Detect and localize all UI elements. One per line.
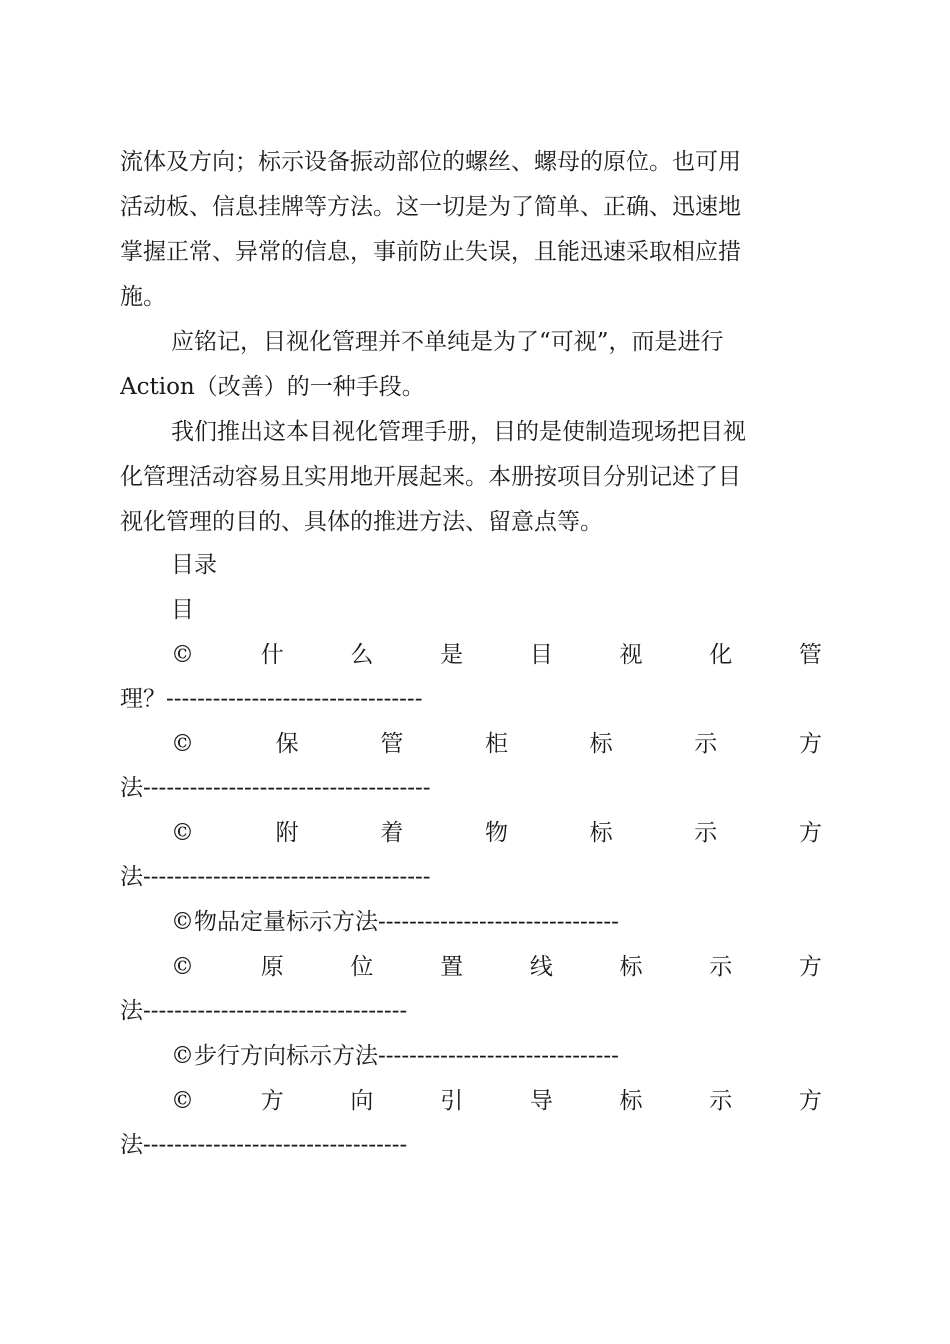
toc-item-3 xyxy=(171,811,822,855)
toc-item-3-continuation: 法------------------------------------- xyxy=(120,864,431,890)
toc-item-5-continuation: 法---------------------------------- xyxy=(120,998,408,1024)
toc-item-5 xyxy=(171,945,822,989)
toc-item-7-char: © xyxy=(171,1088,194,1114)
toc-item-3-char: © xyxy=(171,820,194,846)
toc-item-2-char: 保 xyxy=(275,731,299,757)
toc-item-7 xyxy=(171,1079,822,1123)
toc-item-5-char: 标 xyxy=(619,954,643,980)
toc-item-1-char: 么 xyxy=(350,642,374,668)
paragraph-1-line-2: 活动板、信息挂牌等方法。这一切是为了简单、正确、迅速地 xyxy=(120,194,741,220)
toc-item-7-char: 引 xyxy=(440,1088,464,1114)
toc-item-1-continuation: 理？--------------------------------- xyxy=(120,686,423,712)
toc-item-5-char: 位 xyxy=(350,954,374,980)
toc-item-2-char: 管 xyxy=(380,731,404,757)
toc-item-7-char: 方 xyxy=(260,1088,284,1114)
toc-item-1-char: 管 xyxy=(798,642,822,668)
toc-item-1-char: 目 xyxy=(529,642,553,668)
toc-item-5-char: 原 xyxy=(260,954,284,980)
toc-subheading: 目 xyxy=(171,597,194,623)
paragraph-1-line-3: 掌握正常、异常的信息，事前防止失误，且能迅速采取相应措 xyxy=(120,239,741,265)
toc-item-1 xyxy=(171,633,822,677)
toc-item-3-char: 标 xyxy=(589,820,613,846)
toc-item-2 xyxy=(171,722,822,766)
toc-item-1-char: 什 xyxy=(260,642,284,668)
toc-item-5-char: 方 xyxy=(798,954,822,980)
toc-item-3-char: 物 xyxy=(484,820,508,846)
paragraph-3-line-3: 视化管理的目的、具体的推进方法、留意点等。 xyxy=(120,509,603,535)
toc-item-5-char: 置 xyxy=(440,954,464,980)
paragraph-1-line-1: 流体及方向；标示设备振动部位的螺丝、螺母的原位。也可用 xyxy=(120,149,741,175)
paragraph-2-line-1: 应铭记，目视化管理并不单纯是为了“可视”，而是进行 xyxy=(171,329,724,355)
toc-item-3-char: 方 xyxy=(798,820,822,846)
toc-item-7-char: 示 xyxy=(709,1088,733,1114)
paragraph-3-line-2: 化管理活动容易且实用地开展起来。本册按项目分别记述了目 xyxy=(120,464,741,490)
toc-item-2-char: 柜 xyxy=(484,731,508,757)
toc-item-1-char: 是 xyxy=(440,642,464,668)
toc-item-6: ©步行方向标示方法------------------------------- xyxy=(171,1043,619,1069)
toc-item-7-char: 方 xyxy=(798,1088,822,1114)
toc-item-2-char: © xyxy=(171,731,194,757)
toc-item-3-char: 附 xyxy=(275,820,299,846)
toc-item-2-char: 方 xyxy=(798,731,822,757)
toc-item-4: ©物品定量标示方法------------------------------- xyxy=(171,909,619,935)
toc-item-3-char: 着 xyxy=(380,820,404,846)
toc-item-5-char: 示 xyxy=(709,954,733,980)
toc-item-3-char: 示 xyxy=(694,820,718,846)
toc-item-1-char: 化 xyxy=(709,642,733,668)
toc-item-2-continuation: 法------------------------------------- xyxy=(120,775,431,801)
toc-item-1-char: 视 xyxy=(619,642,643,668)
toc-heading: 目录 xyxy=(171,552,217,578)
toc-item-5-char: © xyxy=(171,954,194,980)
toc-item-2-char: 示 xyxy=(694,731,718,757)
paragraph-2-line-2: Action（改善）的一种手段。 xyxy=(120,374,425,400)
toc-item-5-char: 线 xyxy=(529,954,553,980)
toc-item-7-char: 向 xyxy=(350,1088,374,1114)
toc-item-7-char: 标 xyxy=(619,1088,643,1114)
toc-item-7-char: 导 xyxy=(529,1088,553,1114)
toc-item-7-continuation: 法---------------------------------- xyxy=(120,1132,408,1158)
paragraph-1-line-4: 施。 xyxy=(120,284,166,310)
toc-item-2-char: 标 xyxy=(589,731,613,757)
paragraph-3-line-1: 我们推出这本目视化管理手册，目的是使制造现场把目视 xyxy=(171,419,746,445)
toc-item-1-char: © xyxy=(171,642,194,668)
